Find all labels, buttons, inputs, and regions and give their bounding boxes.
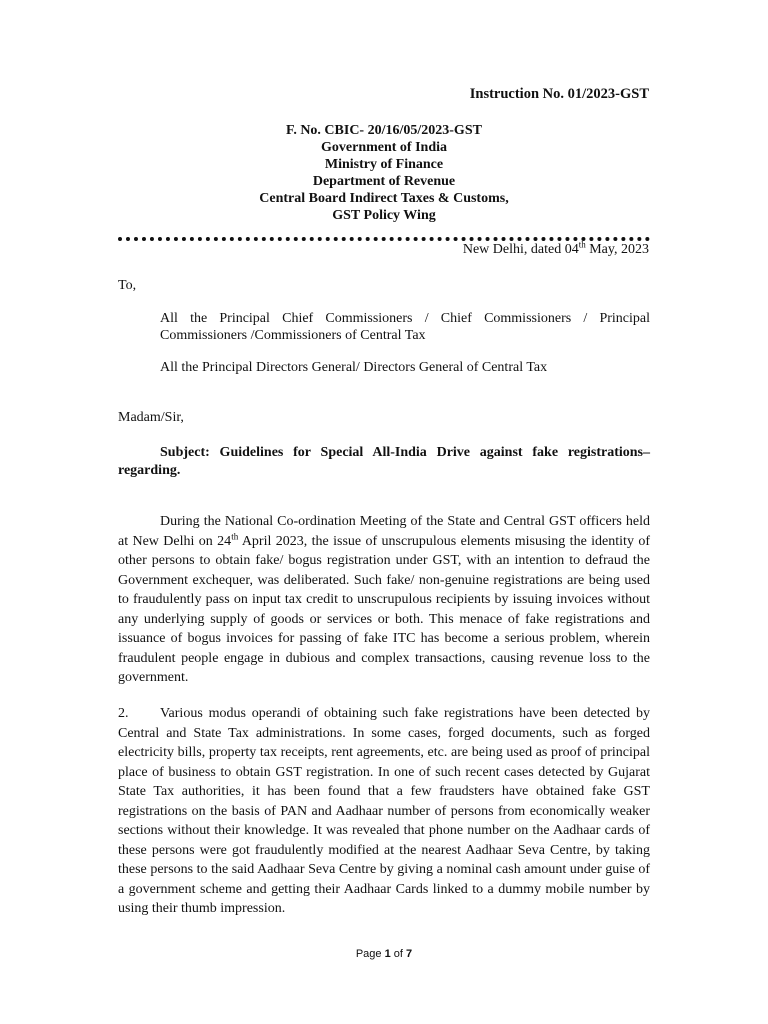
para2-text: Various modus operandi of obtaining such fake registrations have been detected by Central and State Tax administrations. In some cases, forged documents, such as forged electricity bills, property tax receipts, rent agreements, etc. are being used as proof of principal place of business to obtain GST registration. In one of such recent cases detected by Gujarat State Tax authorities, it has been found that a few fraudsters have obtained fake GST registrations on the basis of PAN and Aadhaar number of persons from economically weaker sections without their knowledge. It was revealed that phone number on the Aadhaar cards of these persons were got fraudulently modified at the nearest Aadhaar Seva Centre, by taking these persons to the said Aadhaar Seva Centre by giving a nominal cash amount under guise of a government scheme and getting their Aadhaar Cards linked to a dummy mobile number by using their thumb impression.: [118, 706, 650, 916]
date-line: [462, 239, 649, 258]
date-rest: May, 2023: [585, 242, 649, 257]
ministry-line: Ministry of Finance: [324, 157, 444, 172]
board-line: Central Board Indirect Taxes & Customs,: [259, 191, 509, 206]
letterhead: [118, 122, 650, 224]
instruction-number: Instruction No. 01/2023-GST: [469, 86, 649, 102]
footer-total-pages: 7: [406, 948, 413, 960]
date-prefix: New Delhi, dated 04: [462, 242, 579, 257]
dotted-divider: [118, 237, 650, 241]
wing-line: GST Policy Wing: [332, 208, 436, 223]
para1-sup: th: [231, 530, 239, 541]
footer-current-page: 1: [384, 948, 391, 960]
date-suffix-sup: th: [578, 239, 586, 250]
footer-of-word: of: [393, 948, 403, 960]
subject-line: Subject: Guidelines for Special All-India Drive against fake registrations– regarding.: [118, 445, 650, 478]
para1-text-b: April 2023, the issue of unscrupulous elements misusing the identity of other persons to obtain fake/ bogus registration under GST, with an intention to defraud the Government exchequer, was deliberated. Such fake/ non-genuine registrations are being used to fraudulently pass on input tax credit to unscrupulous recipients by issuing invoices without any underlying supply of goods or services or both. This menace of fake registrations and issuance of bogus invoices for passing of fake ITC has become a serious problem, wherein fraudulent people engage in dubious and complex transactions, causing revenue loss to the government.: [118, 533, 650, 685]
department-line: Department of Revenue: [312, 174, 456, 189]
paragraph-1: [118, 512, 650, 688]
page-footer: [0, 948, 768, 960]
paragraph-number: 2.: [118, 706, 129, 721]
footer-page-word: Page: [355, 948, 382, 960]
to-line: To,: [118, 278, 137, 293]
paragraph-2: [118, 704, 650, 919]
salutation: Madam/Sir,: [118, 410, 184, 425]
government-line: Government of India: [321, 140, 447, 155]
addressee-directors: All the Principal Directors General/ Directors General of Central Tax: [160, 360, 548, 375]
para1-text-a: During the National Co-ordination Meeting of the State and Central GST officers held at New Delhi on 24: [118, 514, 650, 549]
addressee-commissioners: All the Principal Chief Commissioners / Chief Commissioners / Principal Commissioners /Commissioners of Central Tax: [160, 311, 650, 343]
file-number: F. No. CBIC- 20/16/05/2023-GST: [286, 123, 482, 138]
